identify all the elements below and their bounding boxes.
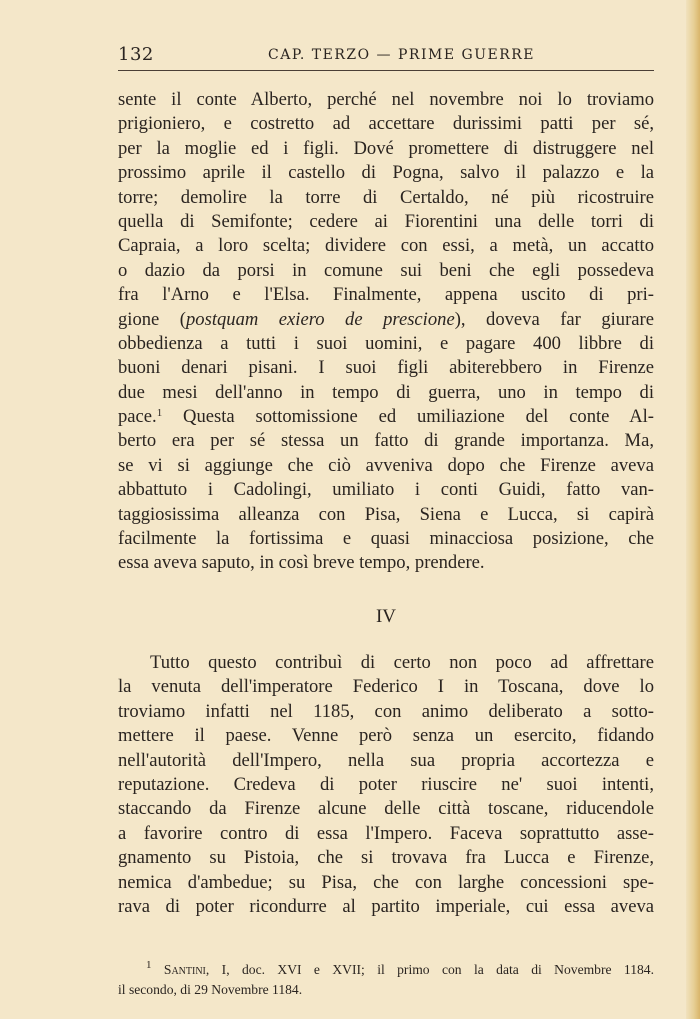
text-line: due mesi dell'anno in tempo di guerra, uno in tempo di: [118, 381, 654, 403]
text-line: torre; demolire la torre di Certaldo, né più ricostruire: [118, 186, 654, 208]
text-line: sente il conte Alberto, perché nel novembre noi lo troviamo: [118, 89, 654, 110]
text-line: o dazio da porsi in comune sui beni che egli possedeva: [118, 259, 654, 281]
text-line: prossimo aprile il castello di Pogna, salvo il palazzo e la: [118, 162, 654, 184]
text-line: taggiosissima alleanza con Pisa, Siena e Lucca, si capirà: [118, 503, 654, 525]
footnote-author: Santini: [163, 962, 206, 977]
header-rule: [118, 70, 654, 71]
text-line: troviamo infatti nel 1185, con animo deliberato a sotto-: [118, 700, 654, 722]
text-line: buoni denari pisani. I suoi figli abiterebbero in Firenze: [118, 357, 654, 379]
text-line: [118, 405, 654, 429]
text-line: gnamento su Pistoia, che si trovava fra Lucca e Firenze,: [118, 847, 654, 869]
paragraph-continued: [118, 88, 654, 576]
text-line: a favorire contro di essa l'Impero. Faceva soprattutto asse-: [118, 822, 654, 844]
text-line: quella di Semifonte; cedere ai Fiorentini una delle torri di: [118, 210, 654, 232]
text-line: nell'autorità dell'Impero, nella sua propria accortezza e: [118, 749, 654, 771]
footnote-line: il secondo, di 29 Novembre 1184.: [118, 982, 303, 997]
text-run: pace.: [118, 406, 157, 428]
text-line: rava di poter ricondurre al partito imperiale, cui essa aveva: [118, 895, 654, 917]
text-line: [118, 308, 654, 332]
text-line: Capraia, a loro scelta; dividere con essi, a metà, un accatto: [118, 235, 654, 257]
footnote-text: , I, doc. XVI e XVII; il primo con la data di Novembre 1184.: [205, 962, 654, 977]
paragraph: [118, 651, 654, 919]
text-run: ), doveva far giurare: [454, 308, 654, 330]
text-line: prigioniero, e costretto ad accettare durissimi patti per sé,: [118, 113, 654, 135]
text-line: per la moglie ed i figli. Dové promettere di distruggere nel: [118, 137, 654, 159]
page-header: [118, 44, 654, 74]
running-head: CAP. TERZO — PRIME GUERRE: [268, 47, 536, 63]
footnote-line: [118, 960, 654, 980]
text-line: berto era per sé stessa un fatto di grande importanza. Ma,: [118, 430, 654, 452]
text-line: se vi si aggiunge che ciò avveniva dopo che Firenze aveva: [118, 454, 654, 476]
footnote-mark: 1: [146, 959, 152, 971]
text-run: Questa sottomissione ed umiliazione del conte Al-: [162, 406, 654, 428]
section-heading: IV: [375, 606, 397, 627]
page-number: 132: [118, 44, 154, 65]
text-line: obbedienza a tutti i suoi uomini, e pagare 400 libbre di: [118, 332, 654, 354]
text-line: staccando da Firenze alcune delle città toscane, riducendole: [118, 798, 654, 820]
text-line: fra l'Arno e l'Elsa. Finalmente, appena uscito di pri-: [118, 284, 654, 306]
text-run: gione (: [118, 308, 186, 330]
text-line: essa aveva saputo, in così breve tempo, prendere.: [118, 552, 485, 574]
text-line: reputazione. Credeva di poter riuscire ne' suoi intenti,: [118, 773, 654, 795]
text-line: la venuta dell'imperatore Federico I in Toscana, dove lo: [118, 676, 654, 698]
latin-quote: postquam exiero de prescione: [186, 308, 455, 330]
page-edge: [686, 0, 700, 1019]
footnote-reference[interactable]: 1: [156, 407, 163, 420]
text-line: facilmente la fortissima e quasi minacciosa posizione, che: [118, 528, 654, 550]
text-line: nemica d'ambedue; su Pisa, che con larghe concessioni spe-: [118, 871, 654, 893]
text-line: abbattuto i Cadolingi, umiliato i conti Guidi, fatto van-: [118, 479, 654, 501]
footnote: [118, 960, 654, 1000]
text-line: mettere il paese. Venne però senza un esercito, fidando: [118, 725, 654, 747]
text-line: Tutto questo contribuì di certo non poco ad affrettare: [150, 652, 654, 673]
